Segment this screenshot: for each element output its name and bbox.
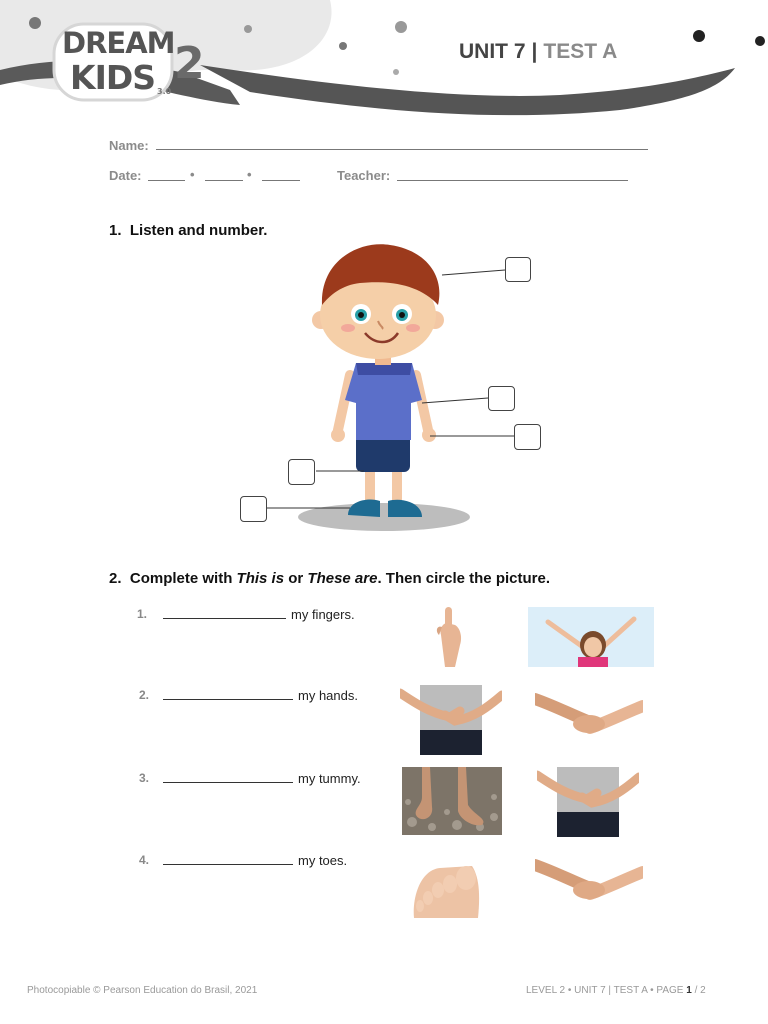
item-1-sentence bbox=[163, 606, 355, 622]
item-3-sentence bbox=[163, 770, 361, 786]
item-2-number: 2. bbox=[139, 688, 150, 702]
footer-page-info bbox=[526, 985, 706, 996]
question-1-text: Listen and number. bbox=[129, 222, 268, 239]
question-2-number: 2. bbox=[109, 570, 122, 587]
question-2-title bbox=[109, 570, 550, 587]
footer-page-current: 1 bbox=[686, 985, 692, 996]
footer-copyright: Photocopiable © Pearson Education do Brasil, 2021 bbox=[27, 985, 258, 996]
unit-label: UNIT 7 bbox=[459, 40, 526, 63]
question-2-text-suffix: . Then circle the picture. bbox=[377, 570, 550, 587]
girl-arms-up-photo[interactable] bbox=[528, 607, 654, 667]
date-year-field[interactable] bbox=[262, 180, 300, 181]
date-separator-2: • bbox=[247, 167, 252, 182]
handshake-photo-2[interactable] bbox=[535, 850, 643, 916]
name-field[interactable] bbox=[156, 149, 648, 150]
question-1-number: 1. bbox=[109, 222, 122, 239]
answer-box-arm[interactable] bbox=[488, 386, 515, 411]
footer-page-total: / 2 bbox=[694, 985, 706, 996]
question-2-option-2: These are bbox=[307, 570, 378, 587]
answer-box-hair[interactable] bbox=[505, 257, 531, 282]
test-label: TEST A bbox=[543, 40, 618, 63]
page-title bbox=[459, 40, 617, 64]
item-4-number: 4. bbox=[139, 853, 150, 867]
answer-box-foot[interactable] bbox=[240, 496, 267, 522]
answer-box-hand[interactable] bbox=[514, 424, 541, 450]
item-4-text: my toes. bbox=[298, 853, 348, 868]
teacher-field[interactable] bbox=[397, 180, 628, 181]
question-2-option-1: This is bbox=[236, 570, 285, 587]
logo-number: 2 bbox=[174, 38, 205, 89]
logo-line2: KIDS bbox=[70, 58, 156, 97]
hands-on-tummy-photo-2[interactable] bbox=[537, 767, 639, 837]
item-3-text: my tummy. bbox=[298, 771, 361, 786]
handshake-photo[interactable] bbox=[535, 684, 643, 750]
item-3-number: 3. bbox=[139, 771, 150, 785]
logo-line1: DREAM bbox=[62, 26, 175, 60]
logo-version: 3.0 bbox=[157, 87, 172, 96]
logo bbox=[52, 22, 212, 102]
bare-feet-on-pebbles-photo[interactable] bbox=[402, 767, 502, 835]
item-2-text: my hands. bbox=[298, 688, 358, 703]
hands-on-tummy-photo[interactable] bbox=[400, 685, 502, 755]
item-4-sentence bbox=[163, 852, 347, 868]
question-2-text-prefix: Complete with bbox=[129, 570, 233, 587]
item-2-sentence bbox=[163, 687, 358, 703]
teacher-label: Teacher: bbox=[337, 168, 391, 183]
date-month-field[interactable] bbox=[205, 180, 243, 181]
date-day-field[interactable] bbox=[148, 180, 185, 181]
answer-box-leg[interactable] bbox=[288, 459, 315, 485]
pointing-finger-photo[interactable] bbox=[425, 605, 475, 670]
item-4-blank[interactable] bbox=[163, 852, 293, 865]
footer-page-prefix: LEVEL 2 • UNIT 7 | TEST A • PAGE bbox=[526, 985, 684, 996]
item-3-blank[interactable] bbox=[163, 770, 293, 783]
title-separator: | bbox=[531, 40, 538, 63]
name-label: Name: bbox=[109, 138, 149, 153]
toes-closeup-photo[interactable] bbox=[410, 858, 482, 920]
date-label: Date: bbox=[109, 168, 142, 183]
item-2-blank[interactable] bbox=[163, 687, 293, 700]
item-1-text: my fingers. bbox=[291, 607, 355, 622]
date-separator-1: • bbox=[190, 167, 195, 182]
item-1-blank[interactable] bbox=[163, 606, 286, 619]
question-2-conjunction: or bbox=[288, 570, 304, 587]
item-1-number: 1. bbox=[137, 607, 148, 621]
